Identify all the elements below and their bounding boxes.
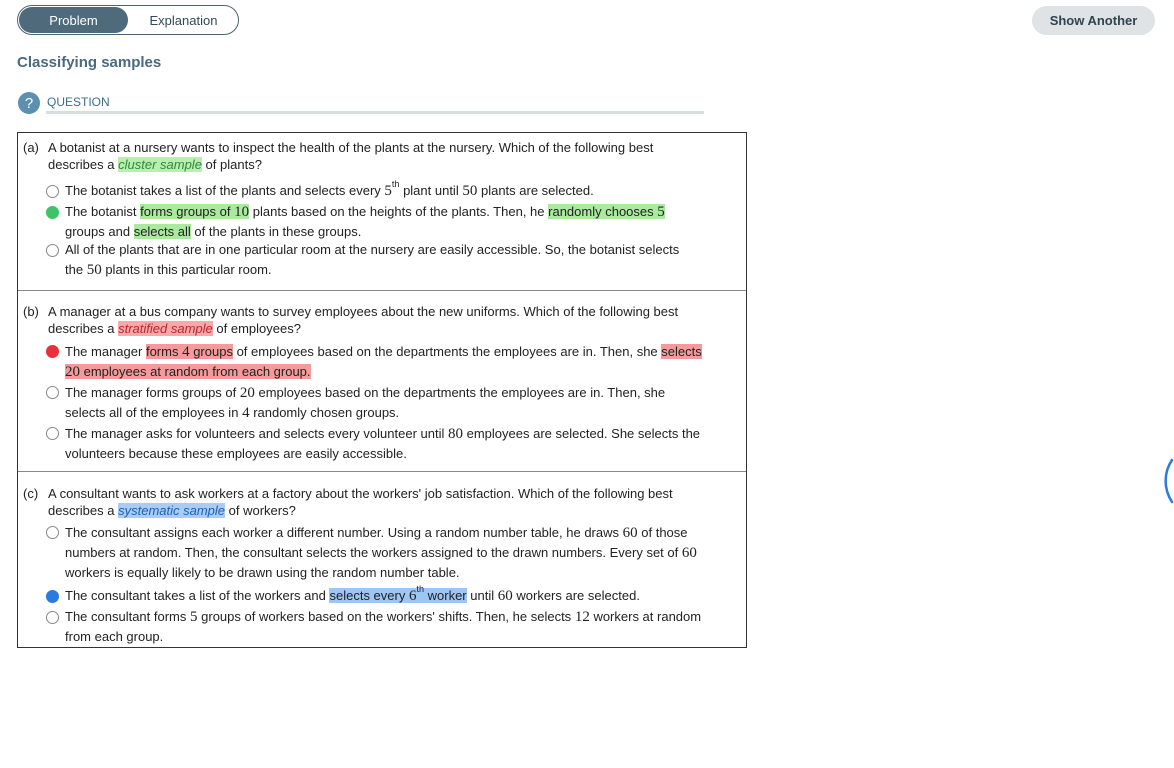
stem-text: of employees?: [216, 321, 301, 336]
stem-text: A manager at a bus company wants to survey employees about the new uniforms. Which of the following best: [48, 304, 679, 319]
term-systematic-sample: systematic sample: [118, 503, 226, 518]
question-box: [17, 132, 747, 648]
radio-c-1[interactable]: [46, 526, 59, 539]
stem-text: describes a: [48, 503, 115, 518]
stem-text: describes a: [48, 157, 115, 172]
radio-c-3[interactable]: [46, 611, 59, 624]
question-label: QUESTION: [47, 95, 110, 109]
stem-text: describes a: [48, 321, 115, 336]
radio-c-2-selected[interactable]: [46, 590, 59, 603]
term-cluster-sample: cluster sample: [118, 157, 202, 172]
part-c-tag: (c): [23, 486, 39, 501]
option-a-2[interactable]: The botanist forms groups of 10 plants based on the heights of the plants. Then, he randomly chooses 5 groups and selects all of the plants in these groups.: [65, 204, 665, 239]
option-a-3[interactable]: All of the plants that are in one particular room at the nursery are easily accessible. So, the botanist selects the 50 plants in this particular room.: [65, 242, 680, 278]
question-progress-bar: [46, 111, 704, 114]
pen-annotation-mark: [1160, 458, 1174, 504]
option-a-1[interactable]: The botanist takes a list of the plants and selects every 5th plant until 50 plants are selected.: [65, 179, 594, 199]
radio-b-3[interactable]: [46, 427, 59, 440]
part-c-stem: [23, 485, 673, 519]
part-a-tag: (a): [23, 140, 39, 155]
stem-text: A botanist at a nursery wants to inspect the health of the plants at the nursery. Which of the following best: [48, 140, 654, 155]
divider: [18, 471, 746, 472]
option-b-2[interactable]: The manager forms groups of 20 employees based on the departments the employees are in. Then, she selects all of the employees in 4 randomly chosen groups.: [65, 385, 666, 421]
part-b-tag: (b): [23, 304, 39, 319]
option-c-1[interactable]: The consultant assigns each worker a different number. Using a random number table, he draws 60 of those numbers at random. Then, the consultant selects the workers assigned to the drawn numbers. Every set of 60 workers is equally likely to be drawn using the random number table.: [65, 525, 697, 580]
option-c-3[interactable]: The consultant forms 5 groups of workers based on the workers' shifts. Then, he selects 12 workers at random from each group.: [65, 609, 702, 644]
radio-a-3[interactable]: [46, 244, 59, 257]
stem-text: of plants?: [205, 157, 262, 172]
radio-a-2-selected[interactable]: [46, 206, 59, 219]
show-another-button[interactable]: Show Another: [1032, 6, 1155, 35]
option-c-2[interactable]: The consultant takes a list of the workers and selects every 6th worker until 60 workers are selected.: [65, 584, 640, 604]
option-b-3[interactable]: The manager asks for volunteers and selects every volunteer until 80 employees are selected. She selects the volunteers because these employees are easily accessible.: [65, 426, 701, 461]
tab-explanation[interactable]: Explanation: [149, 12, 218, 28]
tab-problem[interactable]: Problem: [19, 7, 128, 33]
term-stratified-sample: stratified sample: [118, 321, 213, 336]
problem-explanation-tabs: [17, 5, 239, 35]
radio-b-2[interactable]: [46, 386, 59, 399]
option-b-1[interactable]: The manager forms 4 groups of employees based on the departments the employees are in. Then, she selects 20 employees at random from each group.: [65, 344, 702, 380]
part-b-stem: [23, 303, 678, 337]
radio-b-1-selected[interactable]: [46, 345, 59, 358]
page-title: Classifying samples: [17, 54, 162, 71]
radio-a-1[interactable]: [46, 185, 59, 198]
question-mark-icon: ?: [18, 92, 40, 114]
divider: [18, 290, 746, 291]
stem-text: of workers?: [228, 503, 296, 518]
part-a-stem: [23, 139, 653, 173]
stem-text: A consultant wants to ask workers at a factory about the workers' job satisfaction. Which of the following best: [48, 486, 673, 501]
